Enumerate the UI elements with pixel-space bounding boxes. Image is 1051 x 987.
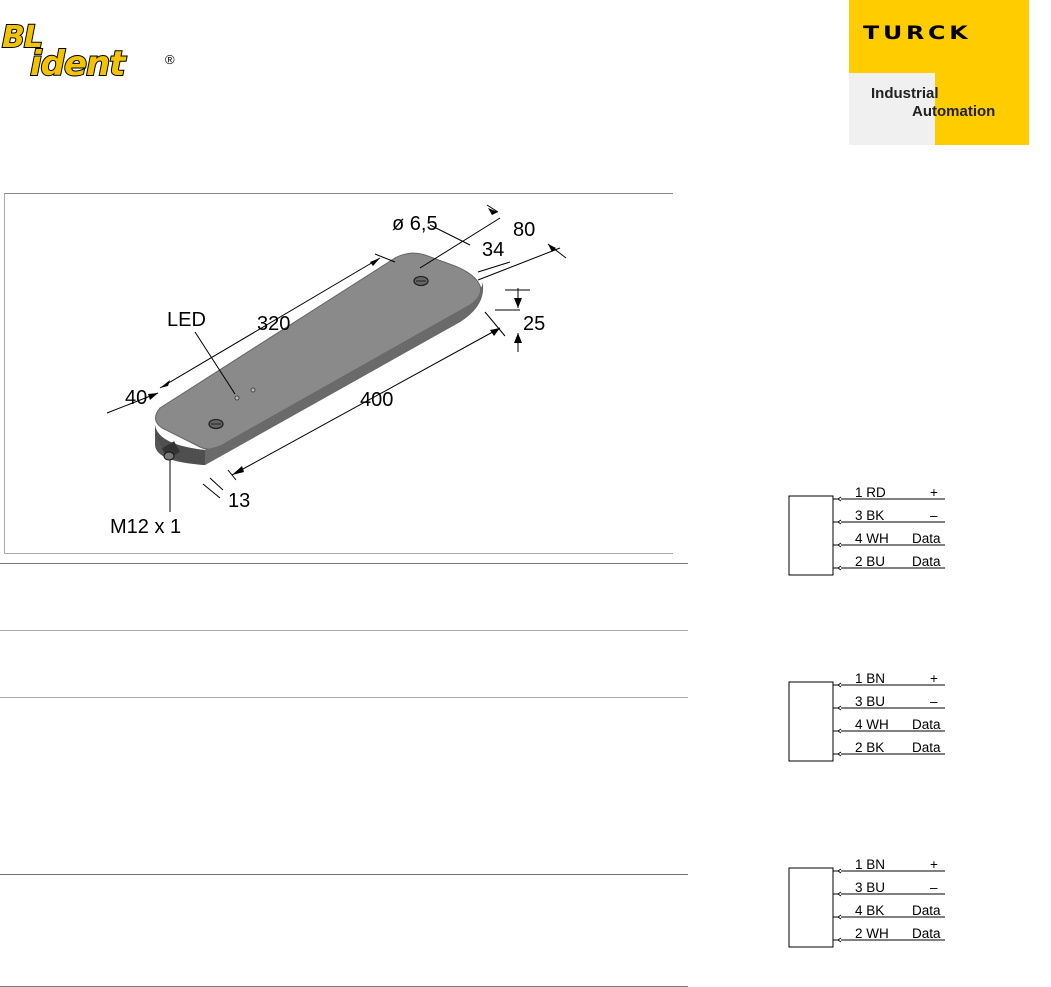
led-icon <box>251 388 255 392</box>
wiring-diagram-1 <box>780 478 960 580</box>
dimension-hole-diameter: ø 6,5 <box>392 213 438 235</box>
pin-label: 1 RD <box>855 485 886 500</box>
pin-label: 1 BN <box>855 671 886 686</box>
pin-label: 2 WH <box>855 926 889 941</box>
pin-label: 2 BU <box>855 554 886 569</box>
pin-function: Data <box>912 554 941 569</box>
wiring-diagram-2 <box>780 664 960 766</box>
dimension-hole-distance-320: 320 <box>257 313 291 335</box>
led-icon <box>235 396 239 400</box>
turck-tagline-automation: Automation <box>912 103 996 120</box>
pin-function: + <box>930 485 938 500</box>
turck-brand-name: TURCK <box>863 22 972 44</box>
blident-logo-ident: ident <box>30 44 125 84</box>
dimension-length-400: 400 <box>360 389 394 411</box>
pin-function: + <box>930 671 938 686</box>
dimension-width-80: 80 <box>513 219 536 241</box>
pin-function: Data <box>912 740 941 755</box>
pin-label: 4 WH <box>855 717 889 732</box>
wiring-diagram-3 <box>780 850 960 952</box>
pin-function: – <box>930 508 938 523</box>
pin-label: 3 BK <box>855 508 885 523</box>
turck-logo <box>849 0 1029 145</box>
pin-function: – <box>930 694 938 709</box>
dimension-drawing <box>0 0 700 560</box>
turck-tagline-industrial: Industrial <box>871 85 939 102</box>
pin-function: + <box>930 857 938 872</box>
section-divider <box>0 630 688 631</box>
pin-label: 4 WH <box>855 531 889 546</box>
section-divider <box>0 697 688 698</box>
dimension-connector-13: 13 <box>228 490 251 512</box>
section-divider <box>0 874 688 875</box>
registered-mark: ® <box>165 52 175 67</box>
led-label: LED <box>167 309 206 331</box>
pin-function: – <box>930 880 938 895</box>
pin-label: 3 BU <box>855 880 886 895</box>
section-divider <box>0 563 688 564</box>
dimension-edge-40: 40 <box>125 387 148 409</box>
pin-function: Data <box>912 531 941 546</box>
connector-label: M12 x 1 <box>110 516 182 538</box>
blident-logo-bl: BL <box>2 20 42 55</box>
dimension-hole-spacing-34: 34 <box>482 239 505 261</box>
pin-label: 2 BK <box>855 740 885 755</box>
pin-function: Data <box>912 903 941 918</box>
pin-label: 3 BU <box>855 694 886 709</box>
dimension-height-25: 25 <box>523 313 546 335</box>
antenna-housing <box>155 253 483 465</box>
pin-label: 1 BN <box>855 857 886 872</box>
pin-function: Data <box>912 926 941 941</box>
pin-label: 4 BK <box>855 903 885 918</box>
pin-function: Data <box>912 717 941 732</box>
